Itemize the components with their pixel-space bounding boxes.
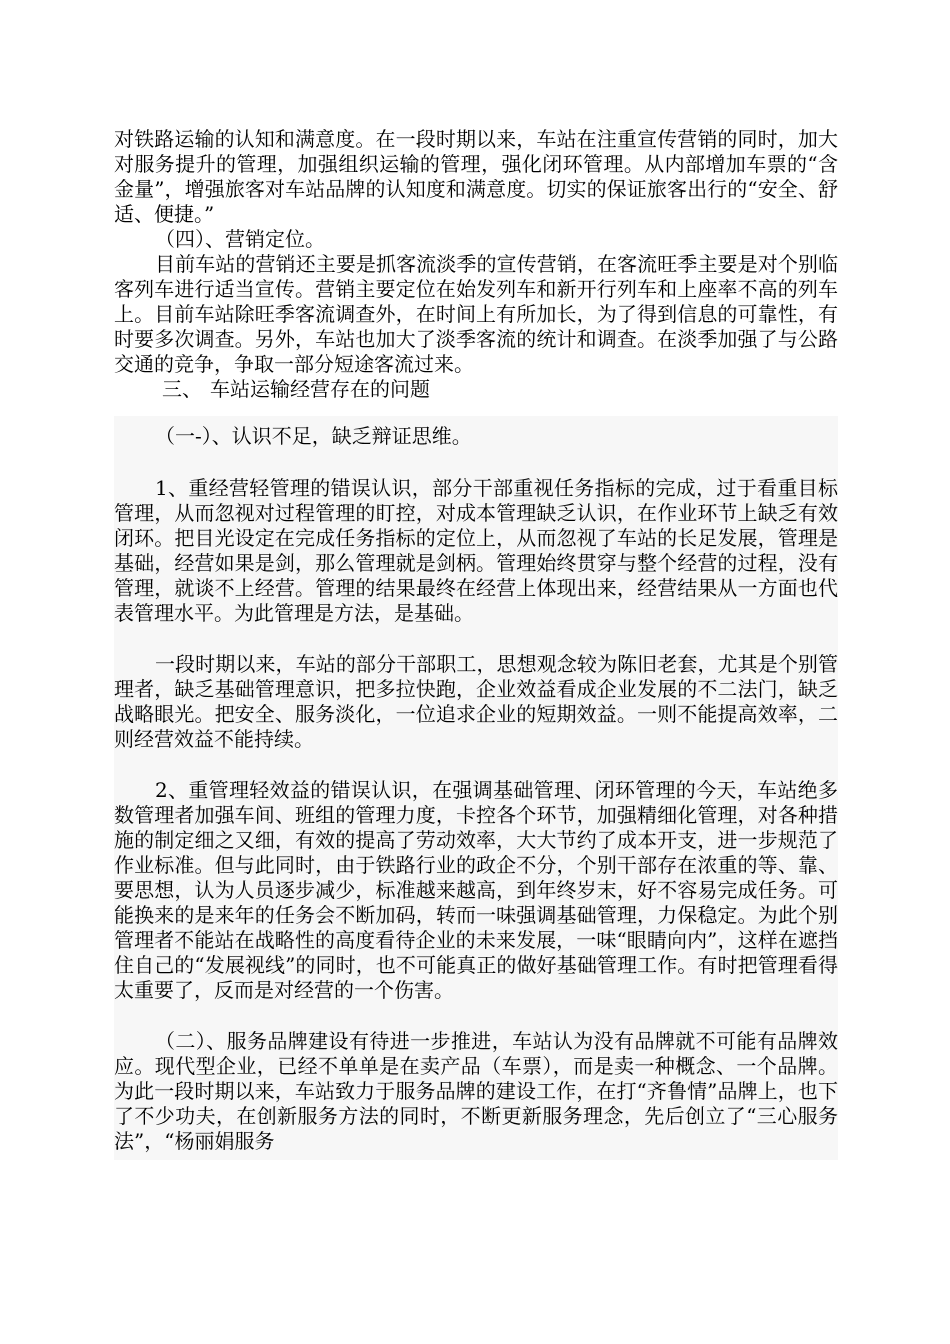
heading-marketing-positioning: （四）、营销定位。: [155, 227, 325, 251]
paragraph-cadres: 一段时期以来，车站的部分干部职工，思想观念较为陈旧老套，尤其是个别管理者，缺乏基础管理意识，把多拉快跑，企业效益看成企业发展的不二法门，缺乏战略眼光。把安全、服务淡化，一位追求企业的短期效益。一则不能提高效率，二则经营效益不能持续。: [114, 652, 838, 751]
section-heading-3: [114, 377, 838, 402]
paragraph-marketing: 目前车站的营销还主要是抓客流淡季的宣传营销，在客流旺季主要是对个别临客列车进行适当宣传。营销主要定位在始发列车和新开行列车和上座率不高的列车上。目前车站除旺季客流调查外，在时间上有所加长，为了得到信息的可靠性，有时要多次调查。另外，车站也加大了淡季客流的统计和调查。在淡季加强了与公路交通的竞争，争取一部分短途客流过来。: [114, 252, 838, 376]
heading-insufficient-awareness: （一-）、认识不足，缺乏辩证思维。: [155, 424, 472, 448]
paragraph-point-2: 2、重管理轻效益的错误认识，在强调基础管理、闭环管理的今天，车站绝多数管理者加强车间、班组的管理力度，卡控各个环节，加强精细化管理，对各种措施的制定细之又细，有效的提高了劳动效率，大大节约了成本开支，进一步规范了作业标准。但与此同时，由于铁路行业的政企不分，个别干部存在浓重的等、靠、要思想，认为人员逐步减少，标准越来越高，到年终岁末，好不容易完成任务。可能换来的是来年的任务会不断加码，转而一味强调基础管理，力保稳定。为此个别管理者不能站在战略性的高度看待企业的未来发展，一味“眼睛向内”，这样在遮挡住自己的“发展视线”的同时，也不可能真正的做好基础管理工作。有时把管理看得太重要了，反而是对经营的一个伤害。: [114, 778, 838, 1002]
section-number: 三、: [162, 377, 202, 401]
section-title: 车站运输经营存在的问题: [210, 377, 430, 401]
paragraph-point-1: 1、重经营轻管理的错误认识，部分干部重视任务指标的完成，过于看重目标管理，从而忽视对过程管理的盯控，对成本管理缺乏认识，在作业环节上缺乏有效闭环。把目光设定在完成任务指标的定位上，从而忽视了车站的长足发展，管理是基础，经营如果是剑，那么管理就是剑柄。管理始终贯穿与整个经营的过程，没有管理，就谈不上经营。管理的结果最终在经营上体现出来，经营结果从一方面也代表管理水平。为此管理是方法，是基础。: [114, 476, 838, 625]
document-body: [114, 127, 838, 1160]
paragraph-service-brand: （二）、服务品牌建设有待进一步推进，车站认为没有品牌就不可能有品牌效应。现代型企业，已经不单单是在卖产品（车票），而是卖一种概念、一个品牌。为此一段时期以来，车站致力于服务品牌的建设工作，在打“齐鲁情”品牌上，也下了不少功夫，在创新服务方法的同时，不断更新服务理念，先后创立了“三心服务法”，“杨丽娟服务: [114, 1029, 838, 1153]
paragraph-intro: 对铁路运输的认知和满意度。在一段时期以来，车站在注重宣传营销的同时，加大对服务提升的管理，加强组织运输的管理，强化闭环管理。从内部增加车票的“含金量”，增强旅客对车站品牌的认知度和满意度。切实的保证旅客出行的“安全、舒适、便捷。”: [114, 127, 838, 226]
shaded-block: [114, 416, 838, 1160]
